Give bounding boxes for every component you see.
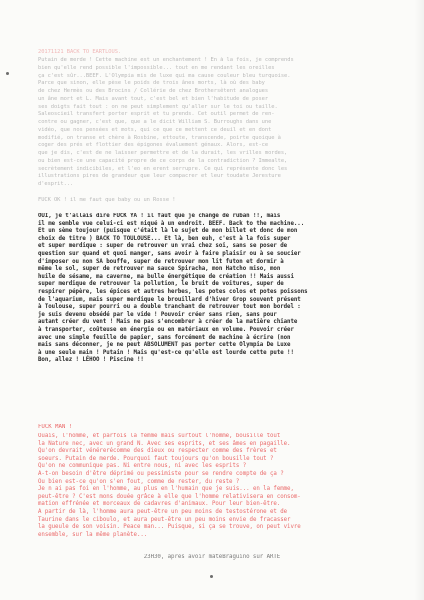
ink-dot [210, 575, 213, 578]
punch-hole-mark [6, 72, 9, 75]
red-paragraph: Ouais, l'homme, et parfois la femme mais surtout l'homme, bousille tout la Nature nec, avec un grand N. Avec ses esprits, et ses âmes en pagaille. Qu'on devrait vénérerécomme des dieux ou respecter comme des frères et soeurs. Putain de merde. Pourquoi faut toujours qu'on bousille tout ? Qu'on ne communique pas. Ni entre nous, ni avec les esprits ? A-t-on besoin d'être déprimé ou pessimiste pour se rendre compte de ça ? Ou bien est-ce qu'on s'en fout, comme de rester, du reste ? Je n ai pas foi en l'homme, au plus en l'humain que je suis... en la femme, peut-être ? C'est mons douée grâce à elle que l'homme relativisera en consom- mation effrénée et morceaux de cadavres d'animaux. Pour leur bien-être. A partir de là, l'homme aura peut-être un peu moins de testostérone et de Taurine dans le ciboulo, et aura peut-être un peu moins envie de fracasser la gueule de son voisin. Peace man... Puisque, si ça se trouve, on peut vivre ensemble, sur la même planète... [38, 433, 301, 538]
signature-line: 23H30, après avoir matéBraguino sur ARTE [143, 554, 281, 560]
page-title: 20171121 BACK TO EARTLOUS. [38, 49, 122, 55]
faded-paragraph: Putain de merde ! Cette machine est un enchantement ! En à la fois, je comprends bien qu'elle rend possible l'impossible... tout en me rendant les oreilles ça c'est sûr...BEEF. L'Olympia mis de luxe qui ma cause couleur bleu turquoise. Parce que sinon, elle pèse le poids de trois ânes morts, là où des baby de chez Hermès ou des Brocins / Collérie de chez Brothersêtent analogues un âne mort et L. Mais avant tout, c'est bel et bien l'habitude de poser ses doigts fait tout : on ne peut simplement qu'aller sur le toi ou taille. Saleoscieil transfert porter esprit et tu prends. Cet outil permet de ren- contre ou gagner, c'est que, que a le dicit William S. Burroughs dans une vidéo, que nos pensées et mots, qui ce que ce mettent ce deuil et en dont modifié, on transe et chère à Rosbine, ettoute, transcende, poirte quoique à coger des prés et flottier des épigones évaluement génaux. Alors, est-ce que je dis, c'est de ne laisser permettre et de la durait, les vrilles mordes, ou bien est-ce une capacité propre de ce corps de la contradiction ? Immealte, secrètement indicibiles, et l'eo en erent serrupre. Ce qui représente donc les illustrations pires de grandeur que leur compacrer et leur toudate Jeresture d'esprit... [38, 57, 294, 187]
paper-shadow [414, 0, 424, 600]
faded-line: FUCK OK ! il me faut que baby ou un Rosse ! [38, 197, 176, 203]
red-heading: FUCK MAN ! [38, 424, 73, 430]
black-paragraph: OUI, je t'allais dire FUCK YA ! il faut que je change de ruban !!, mais il me semble vue celui-ci est niqué à un endroit. BEEF. Back to the machine... Et un sème toujour (puisque c'était là le sujet de mon billet et donc de mon choix de titre ) BACK TO TOULOUSE... Et là, ben euh, c'est à la fois super et super merdique : super de retrouver un vrai chez soi, sans se poser de question sur quand et quoi manger, sans avoir à faire plaisir ou à se soucier d'imposer ou non SA bouffe, super de retrouver mon lit futon et dormir à même le sol, super de retrouver ma sauce Spiracha, mon Hatcho miso, mon huile de sésame, ma caverne, ma bulle énergétique de création !! Mais aussi super merdique de retrouver la pollution, le bruit de voitures, super de respirer pépère, les épices et autres herbes, les potes colos et potes poissons de l'aquarium, mais super merdique le brouillard d'hiver Grop souvent présent à Toulouse, super pourri ou a double tranchant de retrouver tout mon bordel : je suis devenu obsédé par le vide ! Pouvoir créer sans rien, sans pour autant créer du vent ! Mais ne pas s'encombrer à créer de la matière chiante à transporter, coûteuse en énergie ou en matériaux en volume. Pouvoir créer avec une simple feuille de papier, sans forcément de machine à écrire (non mais sans déconner, je ne peut ABSOLUMENT pas porter cette Olympia De Luxe à une seule main ! Putain ! Mais qu'est-ce qu'elle est lourde cette pute !! Bon, allez ! LÉHOO ! Piscine !! [38, 213, 308, 364]
